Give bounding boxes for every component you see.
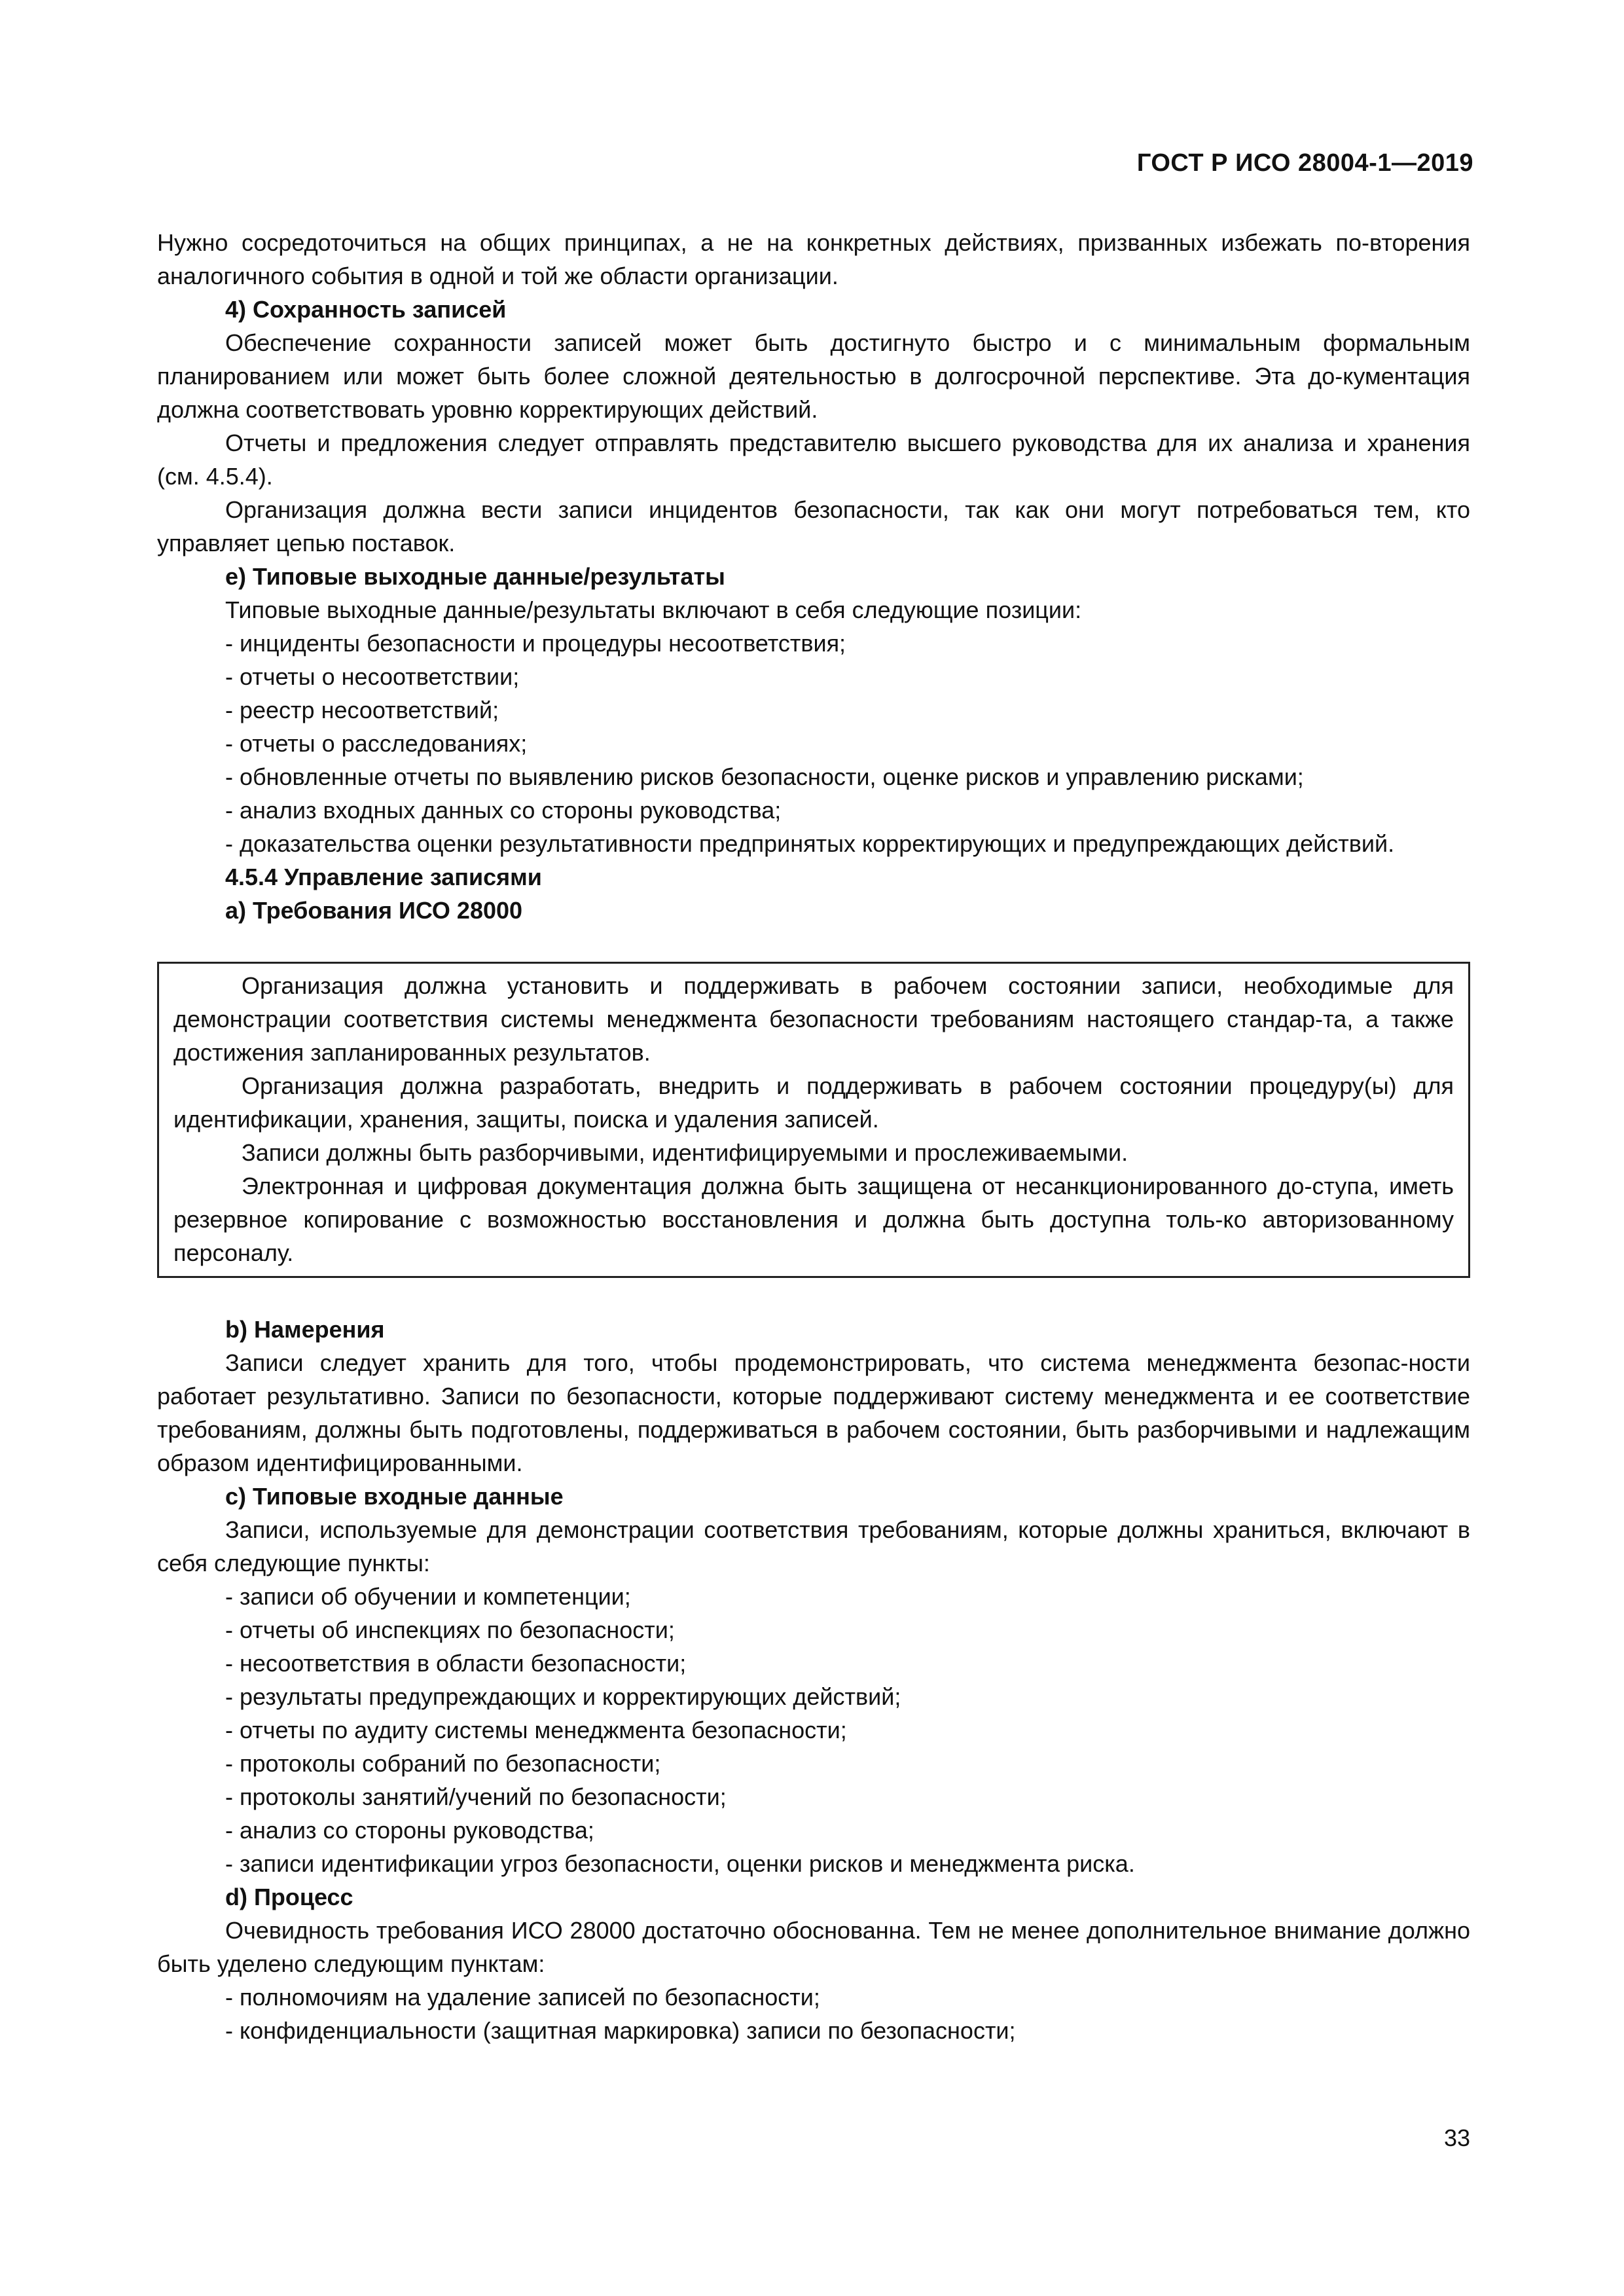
requirements-heading: a) Требования ИСО 28000 <box>225 897 523 924</box>
section-title: 4.5.4 Управление записями <box>225 864 542 890</box>
document-header: ГОСТ Р ИСО 28004-1—2019 <box>1136 149 1473 177</box>
list-item: - доказательства оценки результативности предпринятых корректирующих и предупреждающих действий. <box>225 830 1395 857</box>
subheading-records-preservation: 4) Сохранность записей <box>225 296 507 323</box>
requirement-paragraph: Записи должны быть разборчивыми, идентифицируемыми и прослеживаемыми. <box>242 1139 1128 1166</box>
page-number: 33 <box>1443 2124 1470 2151</box>
list-item: - анализ со стороны руководства; <box>225 1817 594 1844</box>
subheading-typical-outputs: e) Типовые выходные данные/результаты <box>225 563 725 590</box>
process-list <box>157 1980 1470 2047</box>
list-item: - протоколы занятий/учений по безопасности; <box>225 1783 727 1810</box>
requirement-paragraph: Организация должна разработать, внедрить и поддерживать в рабочем состоянии процедуру(ы) для идентификации, хранения, защиты, поиска и удаления записей. <box>173 1072 1454 1133</box>
intent-heading: b) Намерения <box>225 1316 385 1343</box>
list-item: - записи идентификации угроз безопасности, оценки рисков и менеджмента риска. <box>225 1850 1135 1877</box>
paragraph: Отчеты и предложения следует отправлять представителю высшего руководства для их анализа и хранения (см. 4.5.4). <box>157 429 1470 490</box>
paragraph: Записи, используемые для демонстрации соответствия требованиям, которые должны храниться, включают в себя следующие пункты: <box>157 1516 1470 1576</box>
inputs-heading: c) Типовые входные данные <box>225 1483 564 1510</box>
list-item: - инциденты безопасности и процедуры несоответствия; <box>225 630 846 657</box>
list-item: - отчеты по аудиту системы менеджмента безопасности; <box>225 1717 847 1743</box>
page-content <box>157 226 1470 2047</box>
paragraph: Типовые выходные данные/результаты включают в себя следующие позиции: <box>225 596 1082 623</box>
list-item: - отчеты о несоответствии; <box>225 663 520 690</box>
requirement-paragraph: Организация должна установить и поддерживать в рабочем состоянии записи, необходимые для демонстрации соответствия системы менеджмента безопасности требованиям настоящего стандар-та, а также достижения запланированных результатов. <box>173 972 1454 1066</box>
paragraph: Обеспечение сохранности записей может быть достигнуто быстро и с минимальным формальным планированием или может быть более сложной деятельностью в долгосрочной перспективе. Эта до-кументация должна соответствовать уровню корректирующих действий. <box>157 329 1470 423</box>
list-item: - отчеты об инспекциях по безопасности; <box>225 1616 675 1643</box>
list-item: - результаты предупреждающих и корректирующих действий; <box>225 1683 901 1710</box>
list-item: - записи об обучении и компетенции; <box>225 1583 631 1610</box>
list-item: - обновленные отчеты по выявлению рисков безопасности, оценке рисков и управлению рисками; <box>225 763 1304 790</box>
list-item: - полномочиям на удаление записей по безопасности; <box>225 1984 820 2011</box>
list-item: - конфиденциальности (защитная маркировка) записи по безопасности; <box>225 2017 1016 2044</box>
paragraph: Нужно сосредоточиться на общих принципах, а не на конкретных действиях, призванных избежать по-вторения аналогичного события в одной и той же области организации. <box>157 229 1470 289</box>
inputs-list <box>157 1580 1470 1880</box>
list-item: - реестр несоответствий; <box>225 697 499 723</box>
list-item: - анализ входных данных со стороны руководства; <box>225 797 782 824</box>
requirements-box <box>157 962 1470 1278</box>
outputs-list <box>157 627 1470 860</box>
paragraph: Организация должна вести записи инцидентов безопасности, так как они могут потребоваться тем, кто управляет цепью поставок. <box>157 496 1470 556</box>
list-item: - протоколы собраний по безопасности; <box>225 1750 661 1777</box>
paragraph: Записи следует хранить для того, чтобы продемонстрировать, что система менеджмента безопас-ности работает результативно. Записи по безопасности, которые поддерживают систему менеджмента и ее соответствие требованиям, должны быть подготовлены, поддерживаться в рабочем состоянии, быть разборчивыми и надлежащим образом идентифицированными. <box>157 1349 1470 1476</box>
list-item: - несоответствия в области безопасности; <box>225 1650 687 1677</box>
list-item: - отчеты о расследованиях; <box>225 730 528 757</box>
requirement-paragraph: Электронная и цифровая документация должна быть защищена от несанкционированного до-ступа, иметь резервное копирование с возможностью восстановления и должна быть доступна толь-ко авторизованному персоналу. <box>173 1173 1454 1266</box>
process-heading: d) Процесс <box>225 1884 353 1910</box>
paragraph: Очевидность требования ИСО 28000 достаточно обоснованна. Тем не менее дополнительное внимание должно быть уделено следующим пунктам: <box>157 1917 1470 1977</box>
